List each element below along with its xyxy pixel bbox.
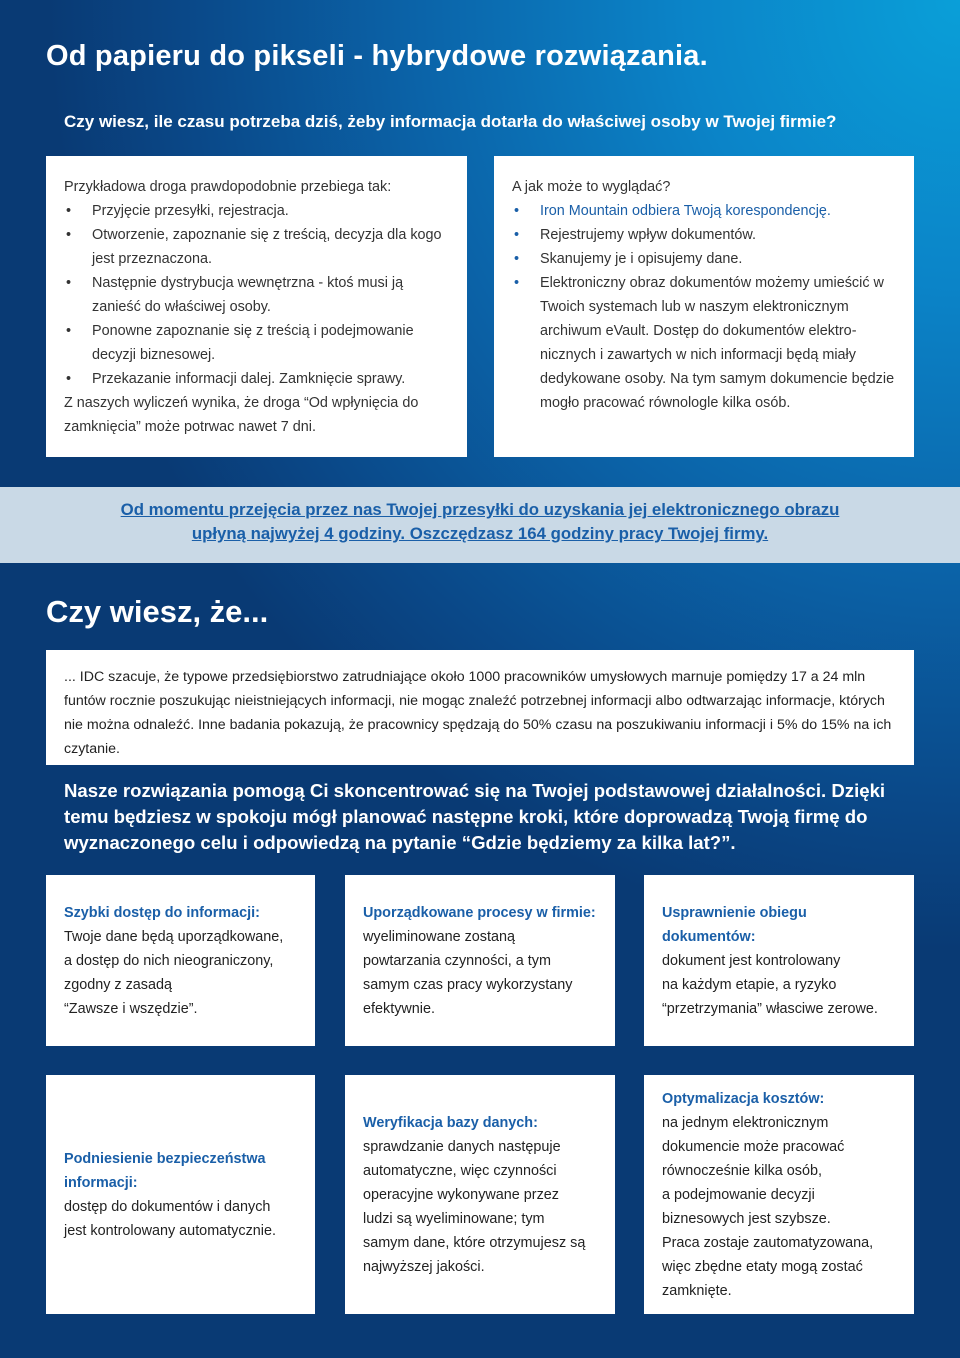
feature-title	[363, 901, 597, 925]
feature-line: “przetrzymania” własciwe zerowe.	[662, 1000, 878, 1017]
feature-line: a dostęp do nich nieograniczony,	[64, 952, 274, 969]
feature-line: “Zawsze i wszędzie”.	[64, 1000, 198, 1017]
page-title: Od papieru do pikseli - hybrydowe rozwiązania.	[46, 40, 708, 72]
feature-line: Twoje dane będą uporządkowane,	[64, 928, 284, 945]
feature-title: Szybki dostęp do informacji:	[64, 904, 260, 921]
feature-line: na jednym elektronicznym	[662, 1114, 829, 1131]
feature-line: zamknięte.	[662, 1282, 732, 1299]
feature-line: na każdym etapie, a ryzyko	[662, 976, 837, 993]
list-item: • Rejestrujemy wpływ dokumentów.	[512, 223, 896, 247]
current-process-steps	[64, 199, 449, 391]
feature-line: dokument jest kontrolowany	[662, 952, 841, 969]
feature-line: powtarzania czynności, a tym	[363, 952, 551, 969]
list-item: • Iron Mountain odbiera Twoją korespondencję.	[512, 199, 896, 223]
feature-line: biznesowych jest szybsze.	[662, 1210, 831, 1227]
feature-line: ludzi są wyeliminowane; tym	[363, 1210, 545, 1227]
feature-line: automatyczne, więc czynności	[363, 1162, 557, 1179]
list-item: • Otworzenie, zapoznanie się z treścią, decyzja dla kogo jest przeznaczona.	[64, 223, 449, 271]
did-you-know-heading: Czy wiesz, że...	[46, 594, 269, 629]
feature-line: równocześnie kilka osób,	[662, 1162, 822, 1179]
banner-line-1: Od momentu przejęcia przez nas Twojej przesyłki do uzyskania jej elektronicznego obrazu	[120, 500, 840, 519]
feature-line: dostęp do dokumentów i danych	[64, 1198, 271, 1215]
new-process-card	[494, 156, 914, 457]
feature-line: jest kontrolowany automatycznie.	[64, 1222, 276, 1239]
feature-line: najwyższej jakości.	[363, 1258, 485, 1275]
feature-line: samym dane, które otrzymujesz są	[363, 1234, 586, 1251]
list-item: • Ponowne zapoznanie się z treścią i podejmowanie decyzji biznesowej.	[64, 319, 449, 367]
list-item: • Elektroniczny obraz dokumentów możemy umieścić w Twoich systemach lub w naszym elektronicznym archiwum eVault. Dostęp do dokumentów elektro-nicznych i zawartych w nich informacji będą miały dedykowane osoby. Na tym samym dokumencie będzie mogło pracować równologle kilka osób.	[512, 271, 896, 415]
feature-line: zgodny z zasadą	[64, 976, 173, 993]
list-item: • Następnie dystrybucja wewnętrzna - ktoś musi ją zanieść do właściwej osoby.	[64, 271, 449, 319]
feature-card-ordered-processes	[345, 875, 615, 1046]
intro-question: Czy wiesz, ile czasu potrzeba dziś, żeby informacja dotarła do właściwej osoby w Twojej firmie?	[64, 112, 837, 131]
value-statement: Nasze rozwiązania pomogą Ci skoncentrować się na Twojej podstawowej działalności. Dzięki temu będziesz w spokoju mógł planować następne kroki, które doprowadzą Twoją firmę do wyznaczonego celu i odpowiedzą na pytanie “Gdzie będziemy za kilka lat?”.	[64, 780, 886, 853]
feature-card-document-flow	[644, 875, 914, 1046]
savings-banner	[0, 487, 960, 563]
feature-card-fast-access	[46, 875, 315, 1046]
feature-line: więc zbędne etaty mogą zostać	[662, 1258, 863, 1275]
new-process-intro: A jak może to wyglądać?	[512, 179, 671, 195]
feature-line: a podejmowanie decyzji	[662, 1186, 815, 1203]
feature-line: wyeliminowane zostaną	[363, 928, 515, 945]
list-item: • Przekazanie informacji dalej. Zamknięcie sprawy.	[64, 367, 449, 391]
feature-title: Podniesienie bezpieczeństwa informacji:	[64, 1150, 266, 1191]
current-process-conclusion: Z naszych wyliczeń wynika, że droga “Od wpłynięcia do zamknięcia” może potrwac nawet 7 dni.	[64, 395, 419, 435]
feature-line: samym czas pracy wykorzystany	[363, 976, 573, 993]
new-process-steps	[512, 199, 896, 415]
feature-card-data-verification	[345, 1075, 615, 1314]
did-you-know-card	[46, 650, 914, 765]
feature-line: efektywnie.	[363, 1000, 435, 1017]
did-you-know-text: ... IDC szacuje, że typowe przedsiębiorstwo zatrudniające około 1000 pracowników umysłowych marnuje pomiędzy 17 a 24 mln funtów rocznie poszukując nieistniejących informacji, nie mogąc znaleźć potrzebnej informacji albo odtwarzając informacje, których nie można odnaleźć. Inne badania pokazują, że pracownicy spędzają do 50% czasu na poszukiwaniu informacji i 5% do 15% na ich czytanie.	[64, 669, 892, 757]
feature-line: dokumencie może pracować	[662, 1138, 845, 1155]
feature-title-text: Uporządkowane procesy w firmie:	[363, 904, 596, 921]
current-process-card	[46, 156, 467, 457]
feature-title: Usprawnienie obiegu dokumentów:	[662, 904, 807, 945]
list-item: • Przyjęcie przesyłki, rejestracja.	[64, 199, 449, 223]
feature-card-cost-optimization	[644, 1075, 914, 1314]
banner-line-2: upłyną najwyżej 4 godziny. Oszczędzasz 164 godziny pracy Twojej firmy.	[191, 524, 769, 543]
current-process-intro: Przykładowa droga prawdopodobnie przebiega tak:	[64, 179, 392, 195]
feature-line: Praca zostaje zautomatyzowana,	[662, 1234, 874, 1251]
feature-title: Optymalizacja kosztów:	[662, 1090, 825, 1107]
feature-card-security	[46, 1075, 315, 1314]
feature-line: sprawdzanie danych następuje	[363, 1138, 561, 1155]
feature-title: Weryfikacja bazy danych:	[363, 1114, 538, 1131]
list-item: • Skanujemy je i opisujemy dane.	[512, 247, 896, 271]
feature-line: operacyjne wykonywane przez	[363, 1186, 559, 1203]
